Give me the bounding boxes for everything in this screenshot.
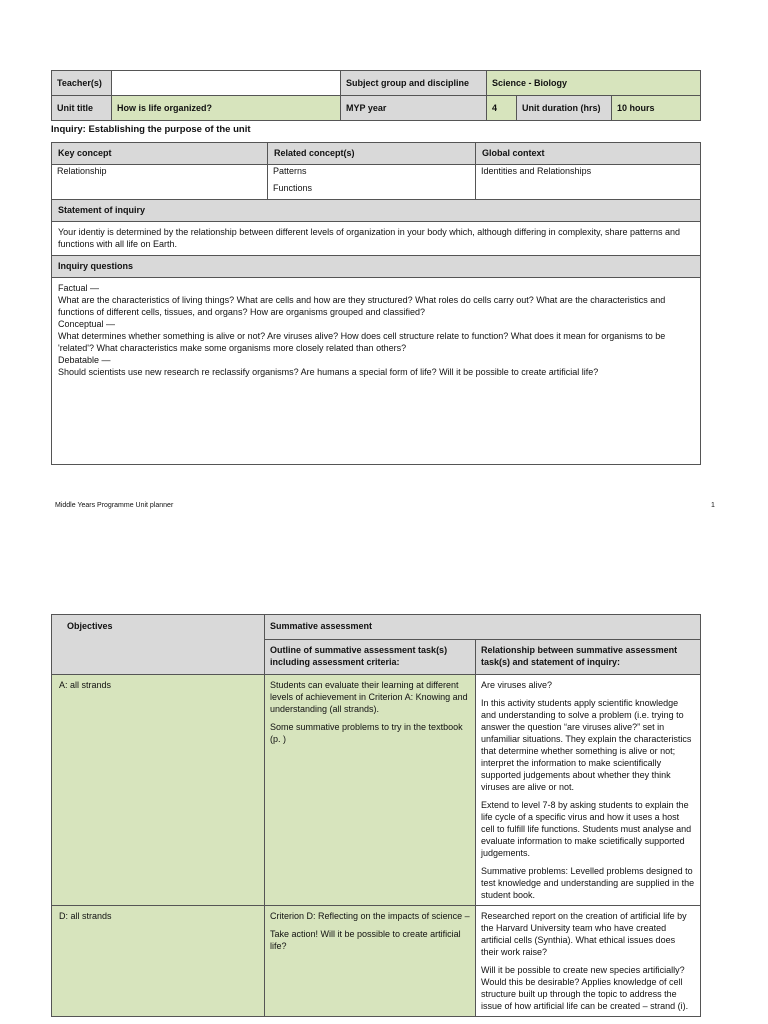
debatable-label: Debatable —	[58, 355, 111, 365]
myp-year-label: MYP year	[341, 96, 487, 121]
related-concepts-label: Related concept(s)	[268, 143, 476, 165]
assessment-table	[51, 614, 701, 1017]
objective-cell	[52, 906, 265, 1017]
outline-paragraph: Take action! Will it be possible to create artificial life?	[270, 929, 461, 951]
objective-text: D: all strands	[59, 911, 112, 921]
statement-text: Your identiy is determined by the relationship between different levels of organization in your body which, although differing in complexity, share patterns and functions with all life on Earth.	[58, 227, 681, 249]
outline-paragraph: Students can evaluate their learning at different levels of achievement in Criterion A: Knowing and understanding (all strands).	[270, 680, 468, 714]
factual-text: What are the characteristics of living things? What are cells and how are they structured? What roles do cells carry out? What are the characteristics and functions of different cells, tissues, and organs? How are organisms grouped and classified?	[58, 295, 666, 317]
unit-header-table	[51, 70, 701, 121]
global-context-label: Global context	[476, 143, 701, 165]
global-context-cell	[476, 165, 701, 200]
myp-year-value: 4	[487, 96, 517, 121]
key-concept-value: Relationship	[57, 166, 107, 176]
factual-label: Factual —	[58, 283, 100, 293]
outline-cell	[265, 906, 476, 1017]
related-concept-item: Functions	[273, 183, 313, 193]
unit-duration-value: 10 hours	[612, 96, 701, 121]
outline-paragraph: Criterion D: Reflecting on the impacts of science –	[270, 911, 470, 921]
key-concept-cell	[52, 165, 268, 200]
teacher-value	[112, 71, 341, 96]
objective-text: A: all strands	[59, 680, 112, 690]
relationship-cell	[476, 906, 701, 1017]
objective-cell	[52, 675, 265, 906]
section-title: Inquiry: Establishing the purpose of the unit	[51, 124, 251, 135]
outline-cell	[265, 675, 476, 906]
page-number: 1	[711, 502, 715, 509]
relationship-paragraph: Researched report on the creation of artificial life by the Harvard University team who have created artificial cells (Synthia). What ethical issues does their work raise?	[481, 911, 687, 957]
relationship-paragraph: Are viruses alive?	[481, 680, 553, 690]
teacher-label: Teacher(s)	[52, 71, 112, 96]
questions-label: Inquiry questions	[52, 256, 701, 278]
statement-label: Statement of inquiry	[52, 200, 701, 222]
subject-label: Subject group and discipline	[341, 71, 487, 96]
key-concept-label: Key concept	[52, 143, 268, 165]
conceptual-text: What determines whether something is alive or not? Are viruses alive? How does cell structure relate to function? What does it mean for organisms to be 'related'? What characteristics make some organisms more closely related than others?	[58, 331, 666, 353]
inquiry-table	[51, 142, 701, 465]
related-concepts-cell	[268, 165, 476, 200]
relationship-paragraph: Summative problems: Levelled problems designed to test knowledge and understanding are supplied in the student book.	[481, 866, 695, 900]
statement-cell	[52, 222, 701, 256]
relationship-paragraph: Extend to level 7-8 by asking students to explain the life cycle of a specific virus and how it uses a host cell to fulfill life functions. Students must analyse and evaluate information to make scietifically supported judgements.	[481, 800, 692, 858]
relationship-paragraph: Will it be possible to create new species artificially? Would this be desirable? Applies knowledge of cell structure built up through the topic to address the issue of how artificial life can be created – strand (i).	[481, 965, 689, 1011]
relationship-label: Relationship between summative assessment task(s) and statement of inquiry:	[476, 640, 701, 675]
conceptual-label: Conceptual —	[58, 319, 116, 329]
relationship-cell	[476, 675, 701, 906]
objectives-label: Objectives	[52, 615, 265, 675]
outline-paragraph: Some summative problems to try in the textbook (p. )	[270, 722, 463, 744]
summative-label: Summative assessment	[265, 615, 701, 640]
unit-title-label: Unit title	[52, 96, 112, 121]
outline-label: Outline of summative assessment task(s) including assessment criteria:	[265, 640, 476, 675]
debatable-text: Should scientists use new research re reclassify organisms? Are humans a special form of life? Will it be possible to create artificial life?	[58, 367, 599, 377]
unit-title-value: How is life organized?	[112, 96, 341, 121]
unit-duration-label: Unit duration (hrs)	[517, 96, 612, 121]
questions-cell	[52, 278, 701, 465]
related-concept-item: Patterns	[273, 166, 307, 176]
global-context-value: Identities and Relationships	[481, 166, 592, 176]
relationship-paragraph: In this activity students apply scientific knowledge and understanding to solve a problem (i.e. trying to answer the question “are viruses alive?” set in unfamiliar situations. They explain the characteristics that determine whether something is alive or not; interpret the information to make scientifically supported judgements about whether they think viruses are alive or not.	[481, 698, 692, 792]
footer-text: Middle Years Programme Unit planner	[55, 502, 174, 509]
subject-value: Science - Biology	[487, 71, 701, 96]
